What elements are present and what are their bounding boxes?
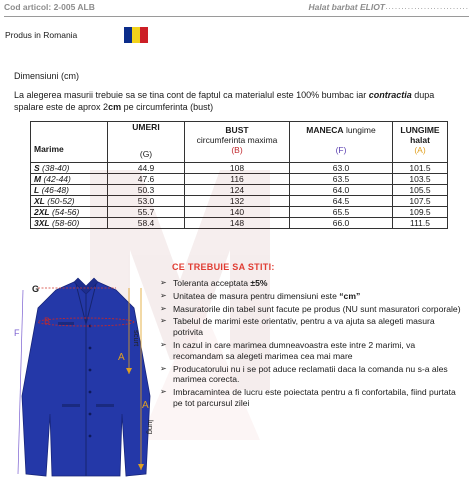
maneca-cell: 66.0	[290, 218, 393, 229]
umeri-cell: 47.6	[108, 174, 185, 185]
romania-flag-icon	[124, 27, 148, 43]
size-cell: M (42-44)	[31, 174, 108, 185]
tips-title: CE TREBUIE SA STITI:	[172, 262, 275, 272]
table-row	[31, 196, 448, 207]
size-cell: 3XL (58-60)	[31, 218, 108, 229]
header-divider	[4, 16, 469, 17]
table-header-row	[31, 122, 448, 163]
col-header-bust: BUST circumferinta maxima (B)	[185, 122, 290, 163]
label-b: B	[44, 316, 51, 326]
coat-figure	[14, 264, 164, 480]
label-scurt: scurt	[132, 330, 141, 347]
note-end: pe circumferinta (bust)	[121, 102, 214, 112]
bust-cell: 132	[185, 196, 290, 207]
header-dots: ..........................	[385, 2, 469, 11]
note-start: La alegerea masurii trebuie sa se tina cont de faptul ca materialul este 100% bumbac iar	[14, 90, 369, 100]
bust-cell: 148	[185, 218, 290, 229]
lungime-cell: 109.5	[393, 207, 448, 218]
note-emphasis: contractia	[368, 90, 412, 100]
label-lung: lung	[146, 420, 155, 435]
arrow-bullet-icon: ➢	[160, 316, 167, 326]
tips-list	[160, 278, 466, 411]
table-row	[31, 174, 448, 185]
arrow-bullet-icon: ➢	[160, 303, 167, 313]
umeri-cell: 44.9	[108, 163, 185, 174]
bust-cell: 140	[185, 207, 290, 218]
lungime-cell: 107.5	[393, 196, 448, 207]
tip-item: ➢ Masuratorile din tabel sunt facute pe produs (NU sunt masuratori corporale)	[160, 303, 461, 314]
dimensions-heading: Dimensiuni (cm)	[14, 71, 80, 81]
arrow-bullet-icon: ➢	[160, 387, 167, 397]
size-cell: S (38-40)	[31, 163, 108, 174]
table-row	[31, 163, 448, 174]
flag-stripe-red	[140, 27, 148, 43]
origin-label: Produs in Romania	[5, 30, 78, 40]
lungime-cell: 101.5	[393, 163, 448, 174]
flag-stripe-yellow	[132, 27, 140, 43]
arrow-bullet-icon: ➢	[160, 278, 167, 287]
arrow-bullet-icon: ➢	[160, 363, 167, 373]
tip-item: ➢ Toleranta acceptata ±5%	[160, 278, 268, 288]
maneca-cell: 64.0	[290, 185, 393, 196]
col-header-size: Marime	[31, 122, 108, 163]
size-cell: 2XL (54-56)	[31, 207, 108, 218]
table-row	[31, 207, 448, 218]
tip-item: ➢ Producatorului nu i se pot aduce reclamatii daca la comanda nu s-a ales marimea corecta.	[160, 363, 448, 385]
tip-item: ➢ Tabelul de marimi este orientativ, pentru a va ajuta sa alegeti masura potrivita	[160, 316, 435, 338]
umeri-cell: 55.7	[108, 207, 185, 218]
arrow-bullet-icon: ➢	[160, 290, 167, 300]
note-cm: cm	[108, 102, 122, 112]
maneca-cell: 64.5	[290, 196, 393, 207]
label-f: F	[14, 328, 20, 338]
note-mid: dupa spalare este de aprox 2	[14, 90, 435, 112]
product-name: Halat barbat ELIOT	[308, 2, 385, 12]
table-row	[31, 185, 448, 196]
lungime-cell: 111.5	[393, 218, 448, 229]
tip-item: ➢ In cazul in care marimea dumneavoastra este intre 2 marimi, va recomandam sa alegeti marimea cea mai mare	[160, 339, 416, 361]
product-code: Cod articol: 2-005 ALB	[4, 2, 95, 12]
umeri-cell: 58.4	[108, 218, 185, 229]
lungime-cell: 103.5	[393, 174, 448, 185]
col-header-lungime: LUNGIME halat (A)	[393, 122, 448, 163]
lungime-cell: 105.5	[393, 185, 448, 196]
shrink-note	[14, 89, 466, 113]
label-g: G	[32, 284, 40, 294]
coat-illustration	[22, 278, 150, 476]
flag-stripe-blue	[124, 27, 132, 43]
label-a-bottom: A	[142, 400, 149, 411]
umeri-cell: 50.3	[108, 185, 185, 196]
maneca-cell: 63.0	[290, 163, 393, 174]
maneca-cell: 65.5	[290, 207, 393, 218]
tip-item: ➢ Unitatea de masura pentru dimensiuni este “cm”	[160, 290, 361, 301]
tip-item: ➢ Imbracamintea de lucru este poiectata pentru a fi confortabila, fiind purtata pe tot parcursul zilei	[160, 387, 456, 408]
bust-cell: 108	[185, 163, 290, 174]
bust-cell: 116	[185, 174, 290, 185]
size-cell: XL (50-52)	[31, 196, 108, 207]
col-header-umeri: UMERI (G)	[108, 122, 185, 163]
size-cell: L (46-48)	[31, 185, 108, 196]
arrow-bullet-icon: ➢	[160, 339, 167, 349]
label-a-top: A	[118, 352, 125, 363]
col-header-maneca: MANECA lungime (F)	[290, 122, 393, 163]
maneca-cell: 63.5	[290, 174, 393, 185]
table-row	[31, 218, 448, 229]
size-table	[30, 121, 448, 229]
umeri-cell: 53.0	[108, 196, 185, 207]
bust-cell: 124	[185, 185, 290, 196]
